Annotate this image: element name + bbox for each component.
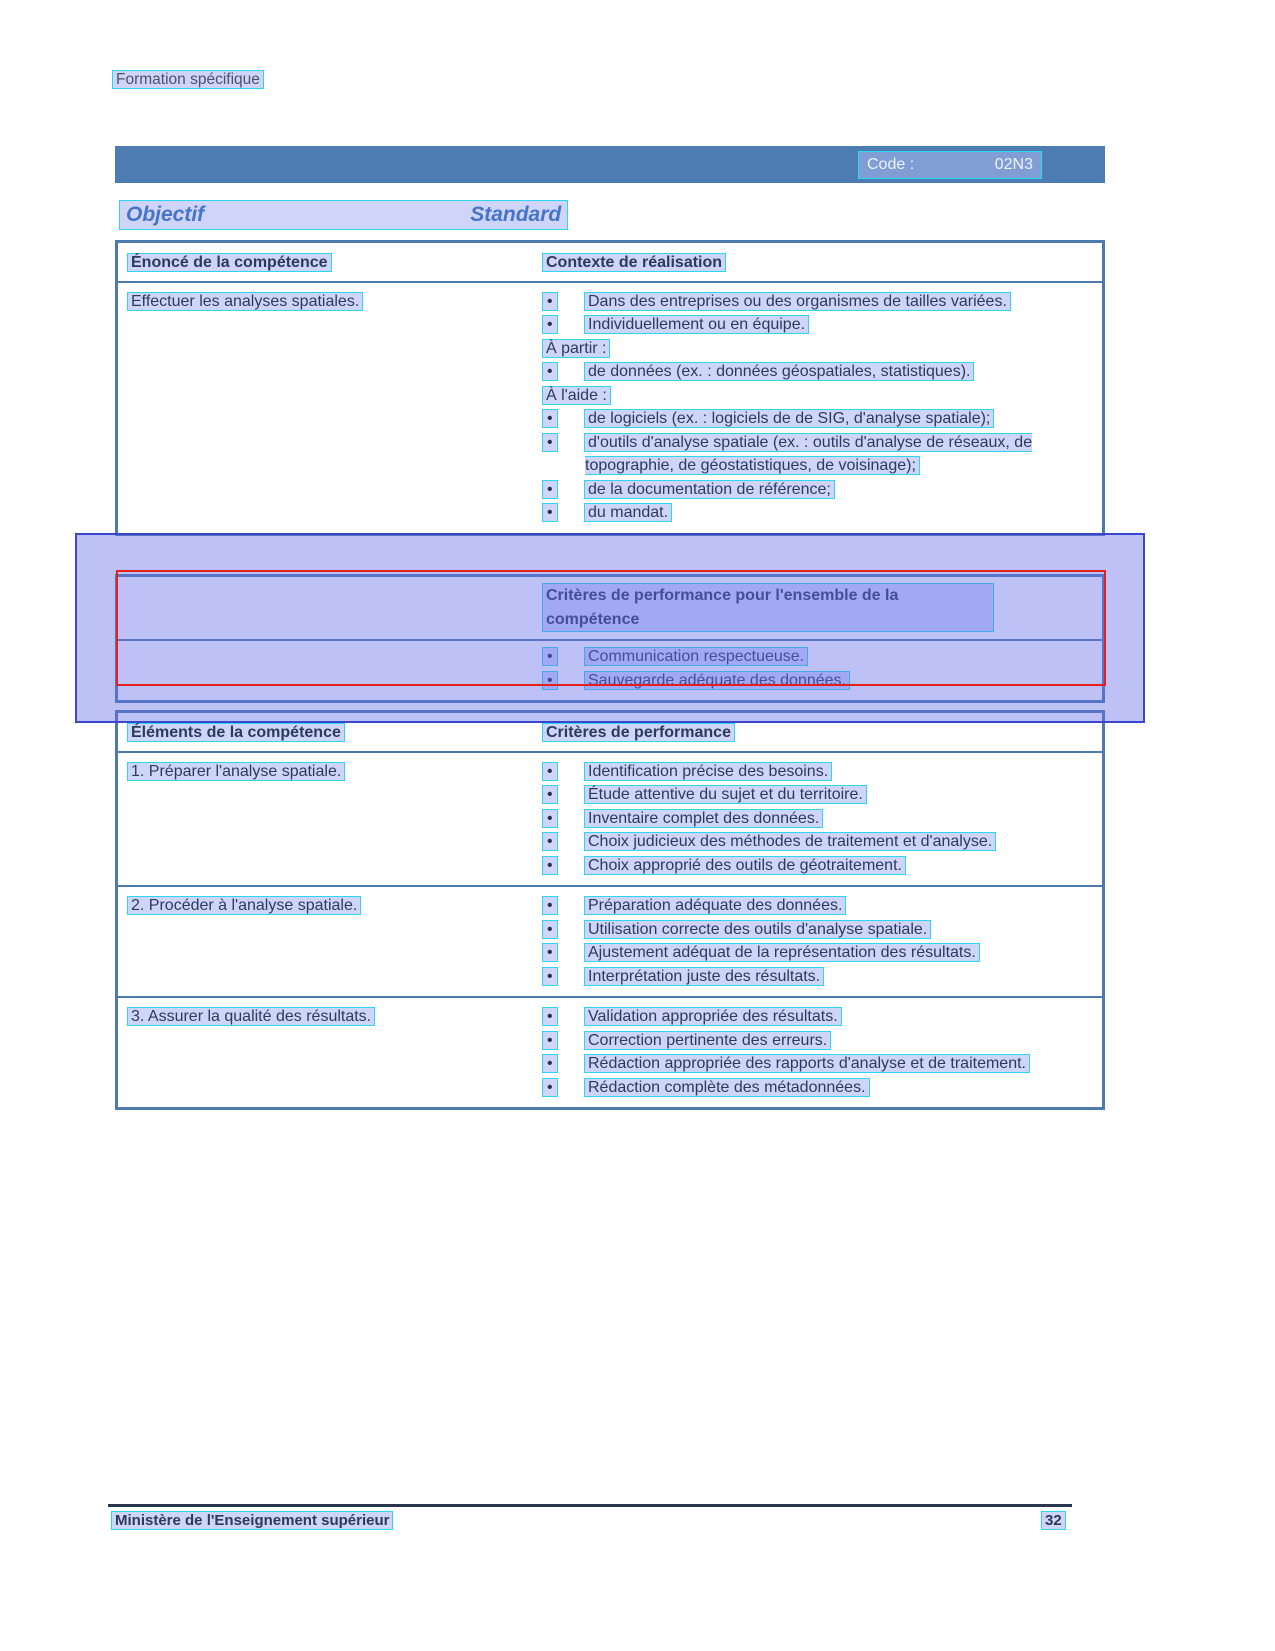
bullet-icon	[543, 965, 585, 989]
context-item-text: À l'aide :	[543, 387, 610, 404]
critere-item	[543, 854, 1092, 878]
elements-header: Éléments de la compétence	[128, 724, 344, 741]
context-item	[543, 501, 1092, 525]
global-criteria-item-text: Communication respectueuse.	[585, 648, 807, 665]
bullet-icon	[543, 807, 585, 831]
critere-item	[543, 783, 1092, 807]
critere-item-text: Rédaction appropriée des rapports d'analyse et de traitement.	[585, 1055, 1029, 1072]
bullet-icon	[543, 290, 585, 314]
elements-header-cell	[128, 721, 543, 745]
critere-item-text: Étude attentive du sujet et du territoire.	[585, 786, 866, 803]
element-label: 1. Préparer l'analyse spatiale.	[128, 763, 344, 780]
criteres-header-cell	[543, 721, 1092, 745]
code-bar	[115, 146, 1105, 183]
title-row	[120, 201, 567, 229]
criteres-header: Critères de performance	[543, 724, 734, 741]
critere-item	[543, 807, 1092, 831]
element-label: 3. Assurer la qualité des résultats.	[128, 1008, 374, 1025]
bullet-icon	[543, 1052, 585, 1076]
critere-item-text: Choix judicieux des méthodes de traitement et d'analyse.	[585, 833, 995, 850]
critere-item-text: Interprétation juste des résultats.	[585, 968, 823, 985]
critere-list	[543, 760, 1092, 878]
element-label-cell	[128, 1005, 543, 1099]
global-criteria-item-text: Sauvegarde adéquate des données.	[585, 672, 849, 689]
element-label-cell	[128, 760, 543, 878]
page-number	[1042, 1509, 1065, 1533]
bullet-icon	[543, 830, 585, 854]
enonce-header-cell	[128, 251, 543, 275]
context-item	[543, 313, 1092, 337]
context-item-text: Individuellement ou en équipe.	[585, 316, 808, 333]
bullet-icon	[543, 431, 585, 455]
context-item	[543, 478, 1092, 502]
bullet-icon	[543, 941, 585, 965]
bullet-icon	[543, 1076, 585, 1100]
critere-item-text: Identification précise des besoins.	[585, 763, 831, 780]
critere-item-text: Validation appropriée des résultats.	[585, 1008, 841, 1025]
enonce-header: Énoncé de la compétence	[128, 254, 331, 271]
context-item	[543, 407, 1092, 431]
critere-item	[543, 1005, 1092, 1029]
critere-item	[543, 918, 1092, 942]
element-row	[118, 996, 1102, 1107]
critere-item-text: Préparation adéquate des données.	[585, 897, 845, 914]
title-highlight	[120, 201, 567, 229]
footer-rule	[108, 1504, 1072, 1507]
context-item-text: Dans des entreprises ou des organismes de tailles variées.	[585, 293, 1010, 310]
standard-title: Standard	[470, 203, 562, 226]
contexte-header-cell	[543, 251, 1092, 275]
footer-ministry-text: Ministère de l'Enseignement supérieur	[112, 1512, 392, 1529]
bullet-icon	[543, 1005, 585, 1029]
code-label: Code :	[867, 156, 915, 173]
critere-item-text: Rédaction complète des métadonnées.	[585, 1079, 869, 1096]
critere-item	[543, 941, 1092, 965]
enonce-text: Effectuer les analyses spatiales.	[128, 293, 362, 310]
context-item	[543, 337, 1092, 361]
critere-item	[543, 760, 1092, 784]
elements-table	[115, 710, 1105, 1110]
competence-table-header	[118, 243, 1102, 283]
critere-item-text: Choix approprié des outils de géotraitement.	[585, 857, 905, 874]
context-item-text: À partir :	[543, 340, 609, 357]
objectif-title: Objectif	[126, 203, 205, 226]
critere-item-text: Utilisation correcte des outils d'analyse spatiale.	[585, 921, 930, 938]
context-item-text: d'outils d'analyse spatiale (ex. : outils d'analyse de réseaux, de topographie, de géostatistiques, de voisinage);	[585, 433, 1033, 474]
section-label-text: Formation spécifique	[113, 71, 263, 88]
bullet-icon	[543, 783, 585, 807]
critere-item-text: Correction pertinente des erreurs.	[585, 1032, 830, 1049]
element-row	[118, 885, 1102, 996]
bullet-icon	[543, 478, 585, 502]
section-label	[113, 68, 263, 92]
element-label-cell	[128, 894, 543, 988]
context-item	[543, 431, 1092, 478]
contexte-cell	[543, 290, 1092, 525]
context-item-text: du mandat.	[585, 504, 671, 521]
competence-table	[115, 240, 1105, 536]
bullet-icon	[543, 360, 585, 384]
critere-list	[543, 1005, 1092, 1099]
bullet-icon	[543, 854, 585, 878]
contexte-header: Contexte de réalisation	[543, 254, 725, 271]
context-item-text: de données (ex. : données géospatiales, statistiques).	[585, 363, 973, 380]
critere-item	[543, 1052, 1092, 1076]
context-item-text: de la documentation de référence;	[585, 481, 834, 498]
critere-item	[543, 894, 1092, 918]
context-item	[543, 290, 1092, 314]
critere-list	[543, 894, 1092, 988]
bullet-icon	[543, 313, 585, 337]
footer-ministry	[112, 1509, 392, 1533]
element-label: 2. Procéder à l'analyse spatiale.	[128, 897, 360, 914]
bullet-icon	[543, 760, 585, 784]
context-item-text: de logiciels (ex. : logiciels de de SIG, d'analyse spatiale);	[585, 410, 993, 427]
page-number-text: 32	[1042, 1512, 1065, 1529]
element-row	[118, 753, 1102, 886]
bullet-icon	[543, 894, 585, 918]
critere-item	[543, 830, 1092, 854]
context-item	[543, 360, 1092, 384]
bullet-icon	[543, 918, 585, 942]
critere-item-text: Inventaire complet des données.	[585, 810, 822, 827]
context-item	[543, 384, 1092, 408]
bullet-icon	[543, 1029, 585, 1053]
bullet-icon	[543, 501, 585, 525]
critere-item	[543, 965, 1092, 989]
bullet-icon	[543, 407, 585, 431]
global-criteria-header: Critères de performance pour l'ensemble de la compétence	[543, 584, 993, 631]
code-field	[859, 152, 1041, 178]
critere-item	[543, 1076, 1092, 1100]
critere-item	[543, 1029, 1092, 1053]
enonce-cell	[128, 290, 543, 525]
competence-table-body	[118, 283, 1102, 533]
red-annotation-box	[116, 570, 1106, 686]
code-value: 02N3	[994, 156, 1033, 173]
critere-item-text: Ajustement adéquat de la représentation des résultats.	[585, 944, 979, 961]
